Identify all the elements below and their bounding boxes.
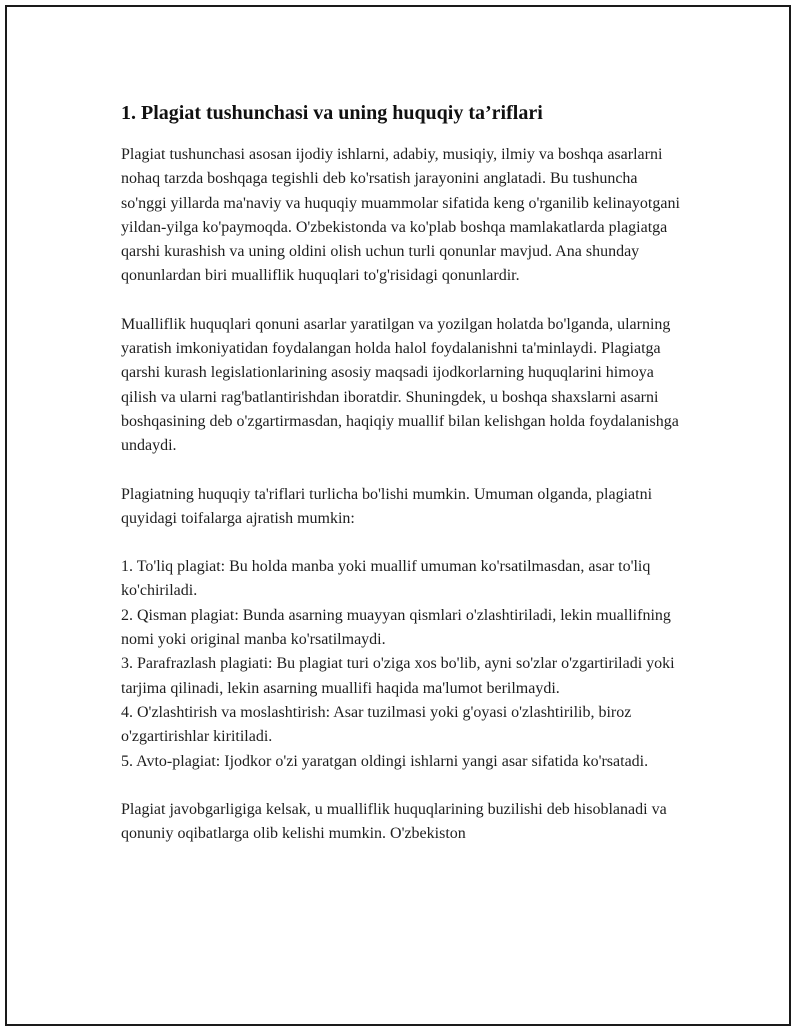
plagiarism-types-list [121,555,681,774]
paragraph-legal-definitions: Plagiatning huquqiy ta'riflari turlicha bo'lishi mumkin. Umuman olganda, plagiatni quyidagi toifalarga ajratish mumkin: [121,485,653,527]
paragraph-intro: Plagiat tushunchasi asosan ijodiy ishlarni, adabiy, musiqiy, ilmiy va boshqa asarlarni nohaq tarzda boshqaga tegishli deb ko'rsatish jarayonini anglatadi. Bu tushuncha so'nggi yillarda ma'naviy va huquqiy muammolar sifatida keng o'rganilib kelinayotgani yildan-yilga ko'paymoqda. O'zbekistonda va ko'plab boshqa mamlakatlarda plagiatga qarshi kurashish va uning oldini olish uchun turli qonunlar mavjud. Ana shunday qonunlardan biri mualliflik huquqlari to'g'risidagi qonunlardir. [121,146,680,285]
paragraph-copyright-law: Mualliflik huquqlari qonuni asarlar yaratilgan va yozilgan holatda bo'lganda, ularning yaratish imkoniyatidan foydalangan holda halol foydalanishni ta'minlaydi. Plagiatga qarshi kurash legislationlarining asosiy maqsadi ijodkorlarning huquqlarini himoya qilish va ularni rag'batlantirishdan iboratdir. Shuningdek, u boshqa shaxslarni asarni boshqasining deb o'zgartirmasdan, haqiqiy muallif bilan kelishgan holda foydalanishga undaydi. [121,315,679,455]
document-body [121,99,681,870]
list-item: 3. Parafrazlash plagiati: Bu plagiat turi o'ziga xos bo'lib, ayni so'zlar o'zgartiriladi yoki tarjima qilinadi, lekin asarning muallifi haqida ma'lumot berilmaydi. [121,655,675,697]
section-heading: 1. Plagiat tushunchasi va uning huquqiy ta’riflari [121,102,543,124]
list-item: 1. To'liq plagiat: Bu holda manba yoki muallif umuman ko'rsatilmasdan, asar to'liq ko'chiriladi. [121,558,651,600]
list-item: 5. Avto-plagiat: Ijodkor o'zi yaratgan oldingi ishlarni yangi asar sifatida ko'rsatadi. [121,752,649,770]
document-page [5,5,791,1026]
list-item: 2. Qisman plagiat: Bunda asarning muayyan qismlari o'zlashtiriladi, lekin muallifning nomi yoki original manba ko'rsatilmaydi. [121,606,671,649]
paragraph-liability: Plagiat javobgarligiga kelsak, u mualliflik huquqlarining buzilishi deb hisoblanadi va qonuniy oqibatlarga olib kelishi mumkin. O'zbekiston [121,800,667,843]
list-item: 4. O'zlashtirish va moslashtirish: Asar tuzilmasi yoki g'oyasi o'zlashtirilib, biroz o'zgartirishlar kiritiladi. [121,703,632,746]
